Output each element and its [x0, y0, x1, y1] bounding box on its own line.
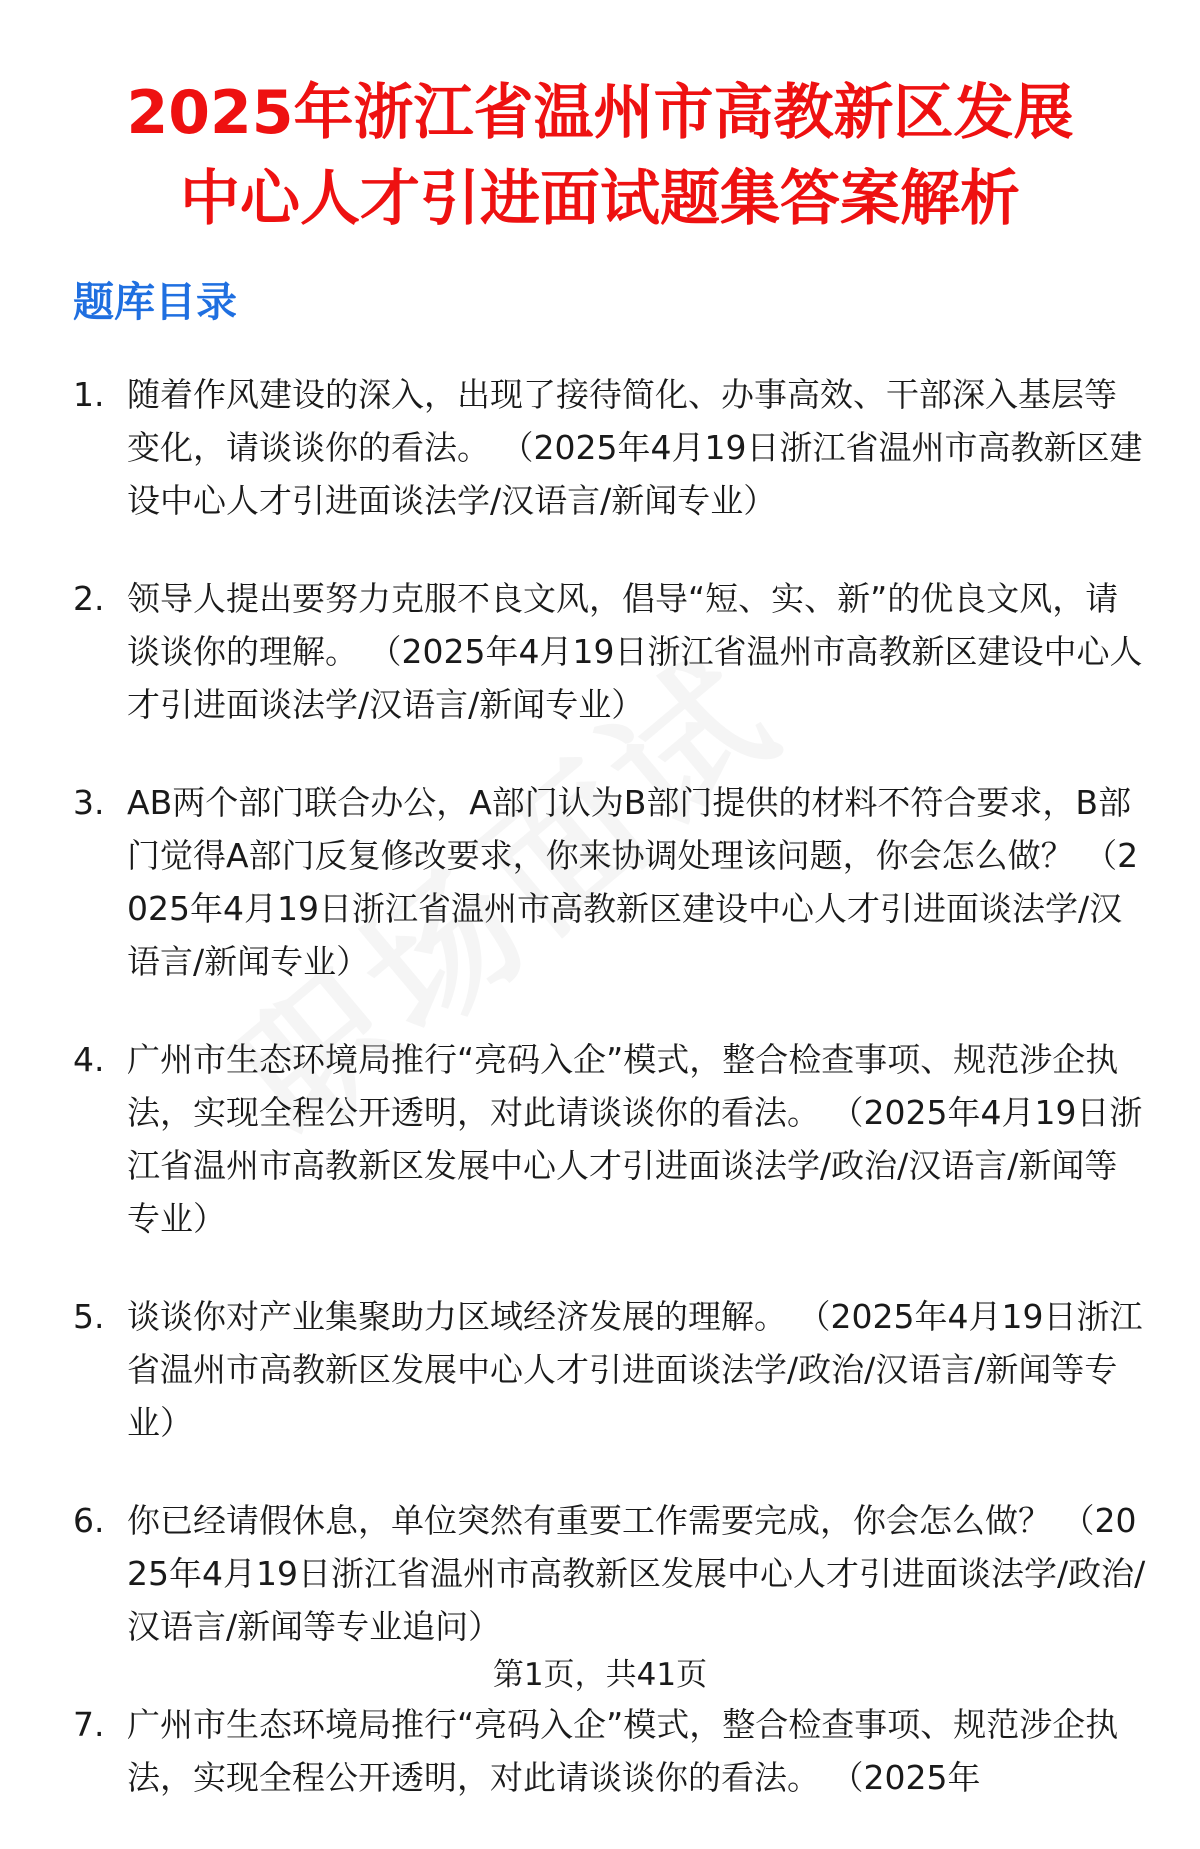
- question-number: 1.: [73, 375, 105, 414]
- question-item: [73, 368, 1153, 527]
- question-text: 广州市生态环境局推行“亮码入企”模式，整合检查事项、规范涉企执法，实现全程公开透明，对此请谈谈你的看法。 （2025年: [127, 1705, 1119, 1797]
- title-line-1: 2025年浙江省温州市高教新区发展: [126, 78, 1074, 148]
- title-line-2: 中心人才引进面试题集答案解析: [180, 164, 1020, 234]
- question-list: [73, 368, 1153, 1849]
- question-number: 4.: [73, 1040, 105, 1079]
- question-text: 你已经请假休息，单位突然有重要工作需要完成，你会怎么做？ （2025年4月19日浙江省温州市高教新区发展中心人才引进面谈法学/政治/汉语言/新闻等专业追问）: [127, 1501, 1146, 1646]
- question-item: [73, 1494, 1153, 1653]
- question-item: [73, 1033, 1153, 1245]
- question-number: 7.: [73, 1705, 105, 1744]
- question-number: 2.: [73, 579, 105, 618]
- question-text: 随着作风建设的深入，出现了接待简化、办事高效、干部深入基层等变化，请谈谈你的看法。 （2025年4月19日浙江省温州市高教新区建设中心人才引进面谈法学/汉语言/新闻专业）: [127, 375, 1143, 520]
- question-item: [73, 572, 1153, 731]
- question-text: AB两个部门联合办公，A部门认为B部门提供的材料不符合要求，B部门觉得A部门反复修改要求，你来协调处理该问题，你会怎么做？ （2025年4月19日浙江省温州市高教新区建设中心人才引进面谈法学/汉语言/新闻专业）: [127, 783, 1139, 981]
- question-item: [73, 776, 1153, 988]
- toc-heading: 题库目录: [73, 278, 237, 326]
- question-text: 广州市生态环境局推行“亮码入企”模式，整合检查事项、规范涉企执法，实现全程公开透明，对此请谈谈你的看法。 （2025年4月19日浙江省温州市高教新区发展中心人才引进面谈法学/政治/汉语言/新闻等专业）: [127, 1040, 1143, 1238]
- question-number: 5.: [73, 1297, 105, 1336]
- question-text: 领导人提出要努力克服不良文风，倡导“短、实、新”的优良文风，请谈谈你的理解。 （2025年4月19日浙江省温州市高教新区建设中心人才引进面谈法学/汉语言/新闻专业）: [127, 579, 1143, 724]
- question-item: [73, 1698, 1153, 1804]
- question-number: 3.: [73, 783, 105, 822]
- document-title: [0, 0, 1200, 242]
- page-footer: 第1页，共41页: [492, 1657, 708, 1693]
- question-number: 6.: [73, 1501, 105, 1540]
- question-item: [73, 1290, 1153, 1449]
- question-text: 谈谈你对产业集聚助力区域经济发展的理解。 （2025年4月19日浙江省温州市高教新区发展中心人才引进面谈法学/政治/汉语言/新闻等专业）: [127, 1297, 1143, 1442]
